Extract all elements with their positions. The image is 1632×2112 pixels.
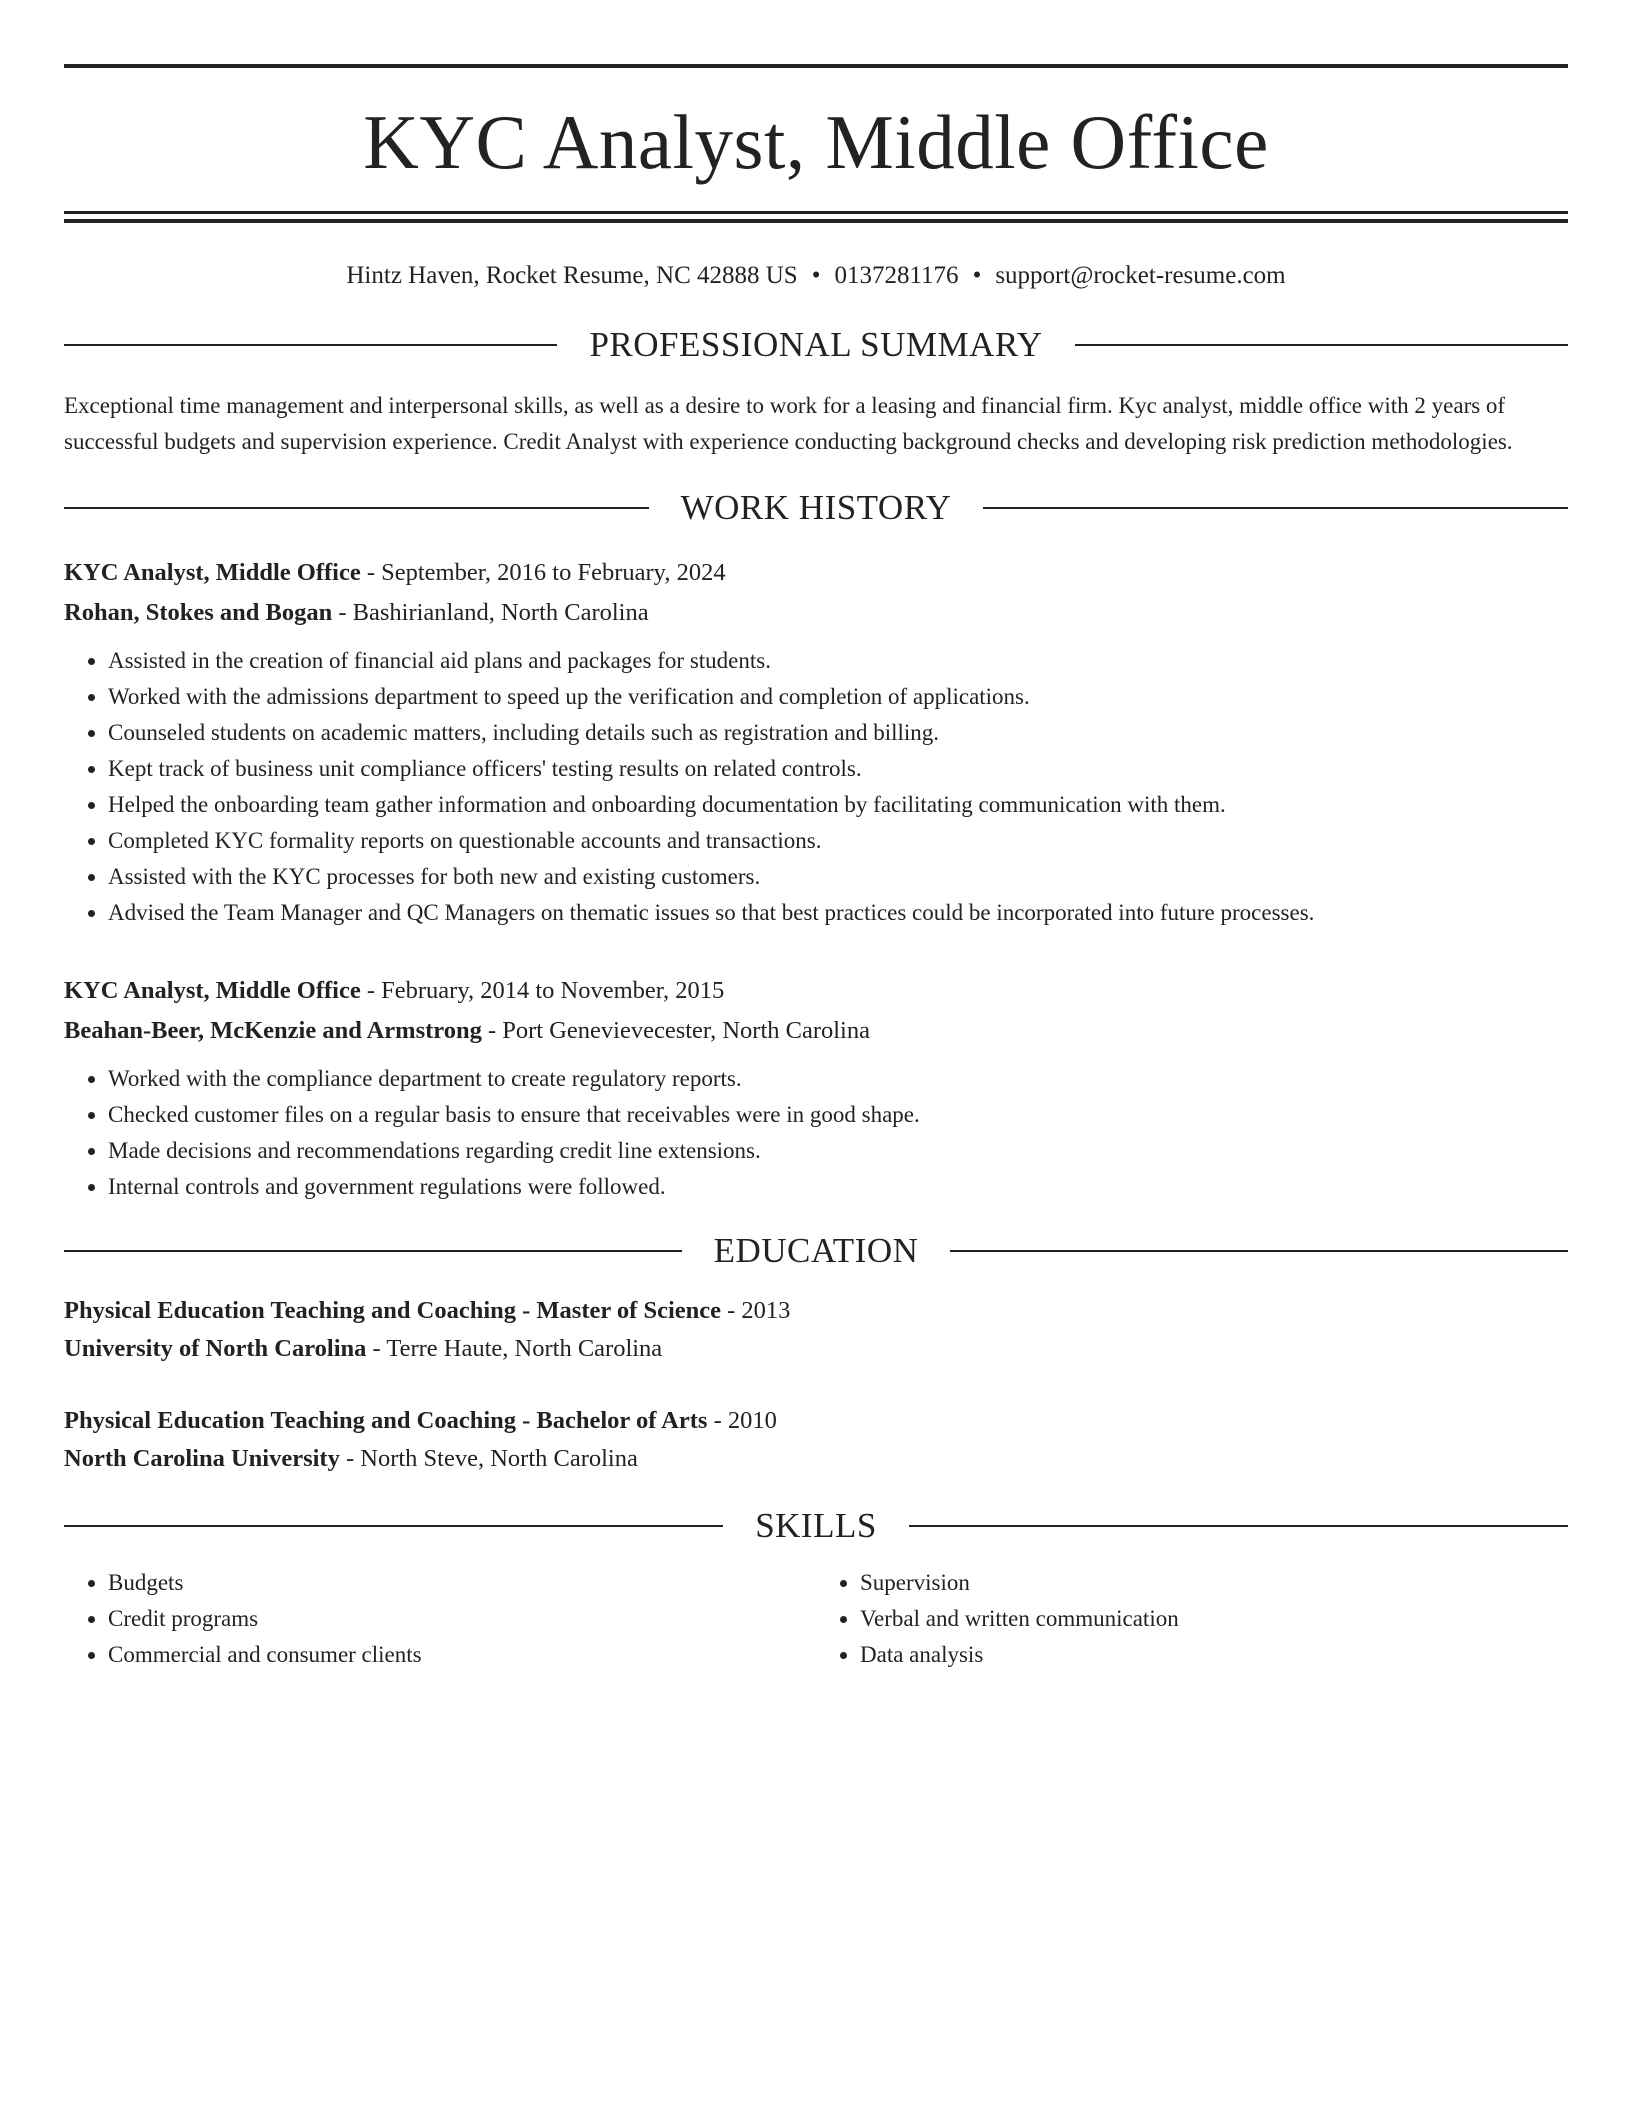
job-bullet: • Worked with the admissions department to speed up the verification and completion of applications.: [108, 679, 1568, 715]
job-dates: - February, 2014 to November, 2015: [360, 977, 725, 1004]
education-degree-line: [64, 1292, 1568, 1330]
section-title: EDUCATION: [713, 1231, 919, 1270]
contact-phone: 0137281176: [834, 262, 959, 289]
summary-text: Exceptional time management and interpersonal skills, as well as a desire to work for a leasing and financial firm. Kyc analyst, middle office with 2 years of successful budgets and supervision experience. Credit Analyst with experience conducting background checks and developing risk prediction methodologies.: [64, 393, 1513, 454]
heading-rule: [64, 1250, 682, 1252]
job-title-line: [64, 971, 1568, 1011]
education-school-line: [64, 1330, 1568, 1368]
heading-rule: [64, 344, 557, 346]
job-bullet: • Assisted with the KYC processes for both new and existing customers.: [108, 859, 1568, 895]
job-bullet: • Completed KYC formality reports on questionable accounts and transactions.: [108, 823, 1568, 859]
education-entry: [64, 1402, 1568, 1478]
job-location: - Bashirianland, North Carolina: [332, 599, 649, 626]
header-top-rule: [64, 64, 1568, 68]
contact-separator: •: [972, 262, 982, 289]
job-dates: - September, 2016 to February, 2024: [360, 559, 726, 586]
section-heading-work: [64, 490, 1568, 525]
contact-address: Hintz Haven, Rocket Resume, NC 42888 US: [346, 262, 798, 289]
job-location: - Port Genevievecester, North Carolina: [481, 1017, 870, 1044]
job-bullet: • Counseled students on academic matters, including details such as registration and billing.: [108, 715, 1568, 751]
header-double-rule: [64, 211, 1568, 223]
job-bullets: [64, 643, 1568, 931]
job-bullets: [64, 1061, 1568, 1205]
education-degree: Physical Education Teaching and Coaching - Bachelor of Arts: [64, 1407, 708, 1434]
heading-rule: [983, 507, 1568, 509]
skills-column-left: [64, 1565, 816, 1673]
skill-item: • Verbal and written communication: [860, 1601, 1568, 1637]
heading-rule: [1075, 344, 1568, 346]
job-company-line: [64, 593, 1568, 633]
heading-rule: [64, 507, 649, 509]
education-year: - 2013: [721, 1297, 791, 1324]
resume-title: KYC Analyst, Middle Office: [363, 99, 1269, 185]
job-bullet: • Internal controls and government regulations were followed.: [108, 1169, 1568, 1205]
section-heading-skills: [64, 1508, 1568, 1543]
heading-rule: [64, 1525, 723, 1527]
contact-line: [64, 261, 1568, 291]
education-location: - North Steve, North Carolina: [339, 1445, 638, 1472]
heading-rule: [909, 1525, 1568, 1527]
skill-item: • Credit programs: [108, 1601, 816, 1637]
job-bullet: • Checked customer files on a regular basis to ensure that receivables were in good shape.: [108, 1097, 1568, 1133]
job-title-line: [64, 553, 1568, 593]
job-company: Rohan, Stokes and Bogan: [64, 599, 333, 626]
job-bullet: • Made decisions and recommendations regarding credit line extensions.: [108, 1133, 1568, 1169]
education-degree: Physical Education Teaching and Coaching - Master of Science: [64, 1297, 722, 1324]
job-entry: [64, 971, 1568, 1205]
job-bullet: • Worked with the compliance department to create regulatory reports.: [108, 1061, 1568, 1097]
job-bullet: • Advised the Team Manager and QC Managers on thematic issues so that best practices could be incorporated into future processes.: [108, 895, 1568, 931]
education-entry: [64, 1292, 1568, 1368]
skill-item: • Supervision: [860, 1565, 1568, 1601]
education-location: - Terre Haute, North Carolina: [366, 1335, 663, 1362]
section-title: PROFESSIONAL SUMMARY: [589, 325, 1043, 364]
skills-column-right: [816, 1565, 1568, 1673]
education-school: North Carolina University: [64, 1445, 340, 1472]
resume-page: [64, 64, 1568, 1673]
contact-email: support@rocket-resume.com: [995, 262, 1286, 289]
heading-rule: [950, 1250, 1568, 1252]
education-degree-line: [64, 1402, 1568, 1440]
skill-item: • Budgets: [108, 1565, 816, 1601]
job-title: KYC Analyst, Middle Office: [64, 977, 361, 1004]
section-title: SKILLS: [755, 1506, 877, 1545]
job-bullet: • Kept track of business unit compliance officers' testing results on related controls.: [108, 751, 1568, 787]
job-company: Beahan-Beer, McKenzie and Armstrong: [64, 1017, 482, 1044]
section-title: WORK HISTORY: [680, 488, 952, 527]
section-heading-summary: [64, 327, 1568, 362]
section-heading-education: [64, 1233, 1568, 1268]
job-bullet: • Assisted in the creation of financial aid plans and packages for students.: [108, 643, 1568, 679]
skill-item: • Commercial and consumer clients: [108, 1637, 816, 1673]
job-company-line: [64, 1011, 1568, 1051]
job-bullet: • Helped the onboarding team gather information and onboarding documentation by facilitating communication with them.: [108, 787, 1568, 823]
education-school-line: [64, 1440, 1568, 1478]
contact-separator: •: [811, 262, 821, 289]
job-entry: [64, 553, 1568, 931]
education-school: University of North Carolina: [64, 1335, 367, 1362]
skill-item: • Data analysis: [860, 1637, 1568, 1673]
skills-list: [64, 1565, 1568, 1673]
education-year: - 2010: [707, 1407, 777, 1434]
job-title: KYC Analyst, Middle Office: [64, 559, 361, 586]
